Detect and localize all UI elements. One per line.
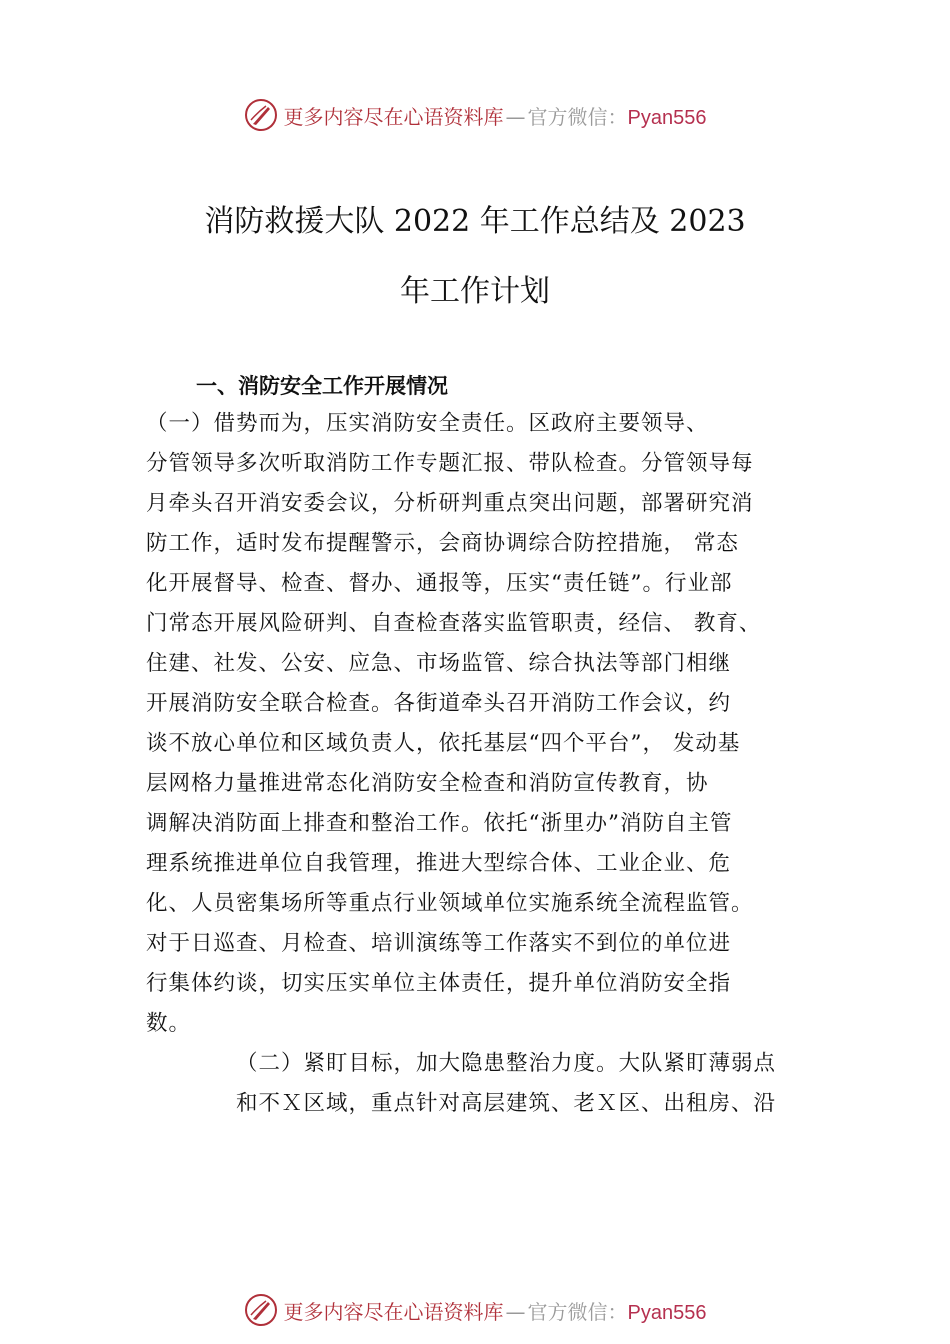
quill-logo-icon [244, 1293, 278, 1327]
watermark-banner-top [0, 95, 950, 135]
banner-separator: — [505, 104, 526, 129]
paragraph-line: 月牵头召开消安委会议，分析研判重点突出问题，部署研究消 [146, 491, 754, 516]
banner-sub-text: 官方微信： [527, 1299, 628, 1324]
paragraph-line: 化开展督导、检查、督办、通报等，压实“责任链”。行业部 [146, 571, 733, 596]
banner-separator: — [505, 1299, 526, 1324]
banner-main-text: 更多内容尽在心语资料库 [283, 104, 504, 129]
paragraph-line: 谈不放心单位和区域负责人，依托基层“四个平台”， 发动基 [146, 731, 741, 756]
paragraph-line: 和不Ｘ区域，重点针对高层建筑、老Ｘ区、出租房、沿 [236, 1091, 777, 1116]
paragraph-line: 理系统推进单位自我管理，推进大型综合体、工业企业、危 [146, 851, 732, 876]
paragraph-line: 调解决消防面上排查和整治工作。依托“浙里办”消防自主管 [146, 811, 733, 836]
paragraph-2 [236, 1044, 826, 1124]
quill-logo-icon [244, 98, 278, 132]
paragraph-line: （一）借势而为，压实消防安全责任。区政府主要领导、 [146, 411, 709, 436]
paragraph-line: 对于日巡查、月检查、培训演练等工作落实不到位的单位进 [146, 931, 732, 956]
paragraph-line: 门常态开展风险研判、自查检查落实监管职责，经信、 教育、 [146, 611, 762, 636]
banner-text [284, 101, 707, 130]
paragraph-line: 住建、社发、公安、应急、市场监管、综合执法等部门相继 [146, 651, 732, 676]
paragraph-1 [146, 404, 826, 1044]
banner-sub-text: 官方微信： [527, 104, 628, 129]
banner-main-text: 更多内容尽在心语资料库 [283, 1299, 504, 1324]
section-heading: 一、消防安全工作开展情况 [196, 374, 448, 398]
banner-text [284, 1296, 707, 1325]
paragraph-line: 开展消防安全联合检查。各街道牵头召开消防工作会议，约 [146, 691, 732, 716]
banner-wechat-id: Pyan556 [627, 106, 707, 129]
banner-wechat-id: Pyan556 [627, 1301, 707, 1324]
paragraph-line: 防工作，适时发布提醒警示，会商协调综合防控措施， 常态 [146, 531, 739, 556]
paragraph-line: 数。 [146, 1011, 192, 1036]
paragraph-line: 化、人员密集场所等重点行业领域单位实施系统全流程监管。 [146, 891, 754, 916]
paragraph-line: 分管领导多次听取消防工作专题汇报、带队检查。分管领导每 [146, 451, 754, 476]
watermark-banner-bottom [0, 1290, 950, 1330]
paragraph-line: 行集体约谈，切实压实单位主体责任，提升单位消防安全指 [146, 971, 732, 996]
paragraph-line: 层网格力量推进常态化消防安全检查和消防宣传教育，协 [146, 771, 709, 796]
paragraph-line: （二）紧盯目标，加大隐患整治力度。大队紧盯薄弱点 [236, 1051, 777, 1076]
document-title-line-1: 消防救援大队 2022 年工作总结及 2023 [204, 204, 746, 239]
document-title-line-2: 年工作计划 [400, 274, 550, 309]
